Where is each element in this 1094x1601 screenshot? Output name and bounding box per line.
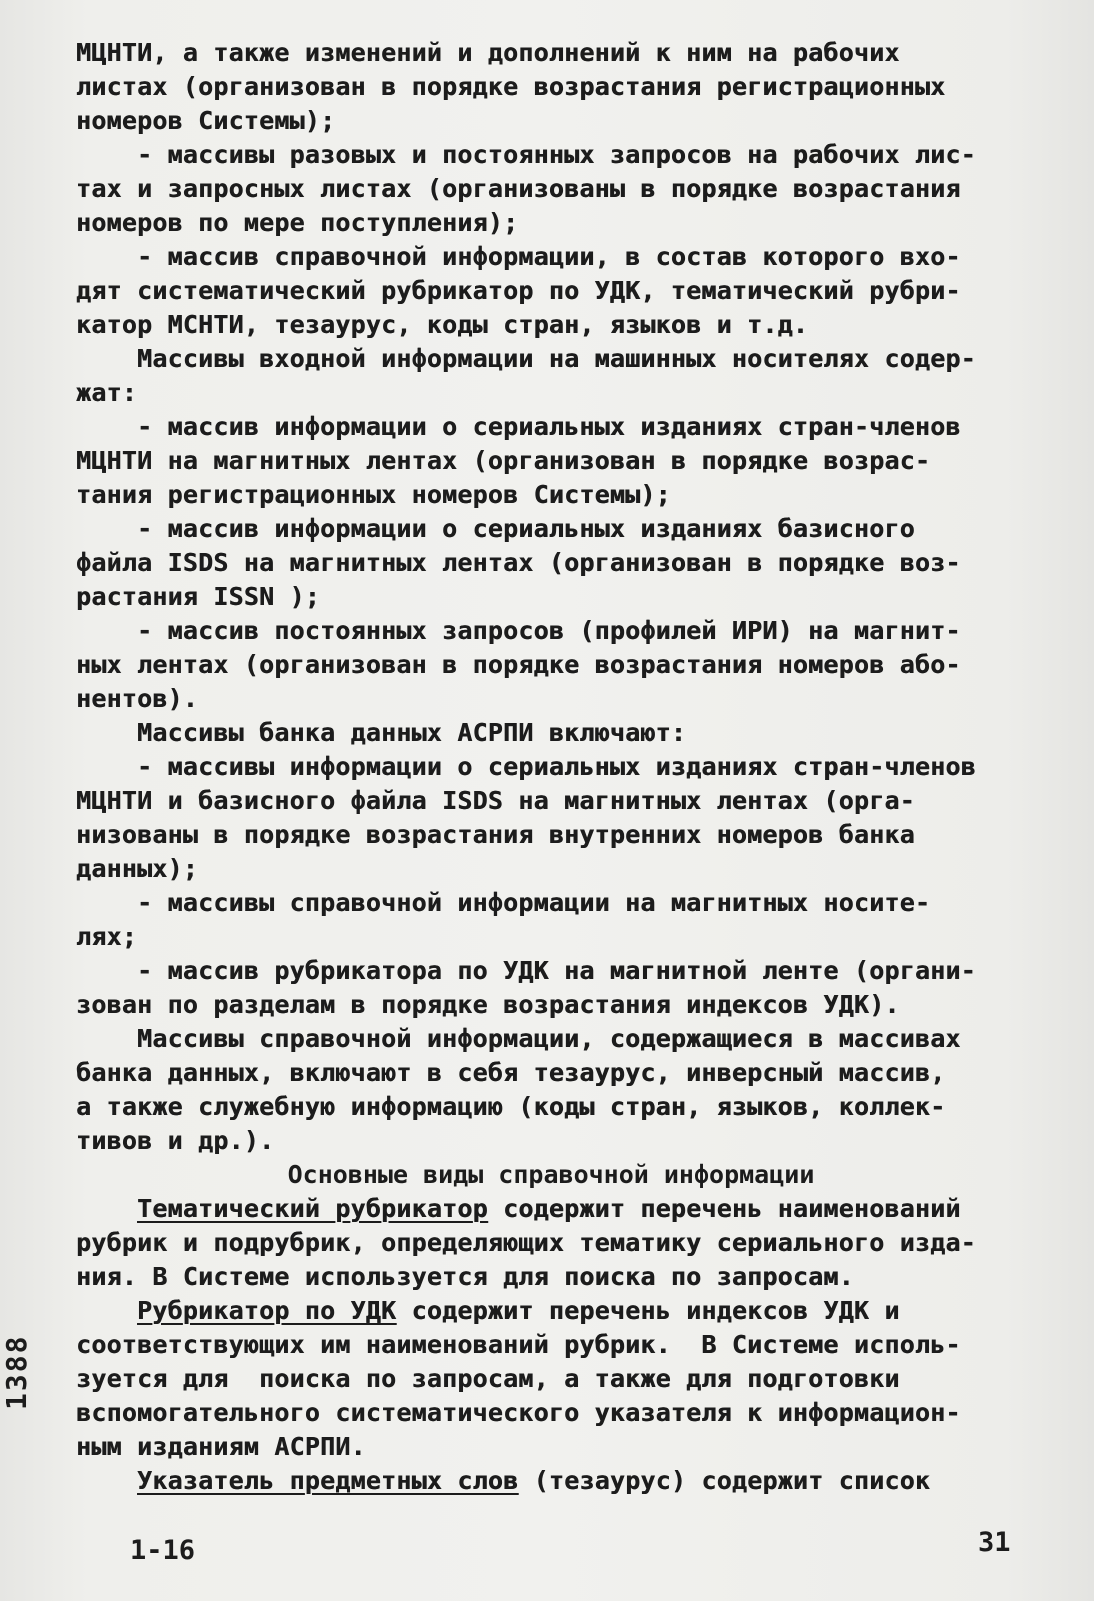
section-line — [76, 1296, 1056, 1326]
section-line — [76, 1330, 1056, 1360]
section-line — [76, 1228, 1056, 1258]
text-line: катор МСНТИ, тезаурус, коды стран, языков и т.д. — [76, 310, 809, 339]
section-line — [76, 1262, 1056, 1292]
text-line: Массивы входной информации на машинных носителях содер- — [76, 344, 976, 373]
text-line: - массивы справочной информации на магнитных носите- — [76, 888, 931, 917]
text-line: - массив информации о сериальных изданиях базисного — [76, 514, 915, 543]
text-line: тах и запросных листах (организованы в порядке возрастания — [76, 174, 961, 203]
line-text: соответствующих им наименований рубрик. В Системе исполь- — [76, 1330, 961, 1359]
line-text: рубрик и подрубрик, определяющих тематику сериального изда- — [76, 1228, 976, 1257]
text-line: МЦНТИ на магнитных лентах (организован в порядке возрас- — [76, 446, 931, 475]
text-line: жат: — [76, 378, 138, 407]
text-line: - массивы разовых и постоянных запросов на рабочих лис- — [76, 140, 976, 169]
text-line: файла ISDS на магнитных лентах (организован в порядке воз- — [76, 548, 961, 577]
section-line — [76, 1364, 1056, 1394]
section-line — [76, 1432, 1056, 1462]
underlined-term: Тематический рубрикатор — [137, 1194, 488, 1223]
text-line: данных); — [76, 854, 199, 883]
text-line: МЦНТИ, а также изменений и дополнений к ним на рабочих — [76, 38, 900, 67]
text-line: - массив справочной информации, в состав которого вхо- — [76, 242, 961, 271]
text-line: нентов). — [76, 684, 199, 713]
section-heading: Основные виды справочной информации — [287, 1160, 815, 1189]
section-line — [76, 1194, 1056, 1224]
line-text: содержит перечень индексов УДК и — [396, 1296, 900, 1325]
line-text: (тезаурус) содержит список — [518, 1466, 931, 1495]
underlined-term: Рубрикатор по УДК — [137, 1296, 397, 1325]
text-line: номеров Системы); — [76, 106, 336, 135]
text-line: тивов и др.). — [76, 1126, 275, 1155]
section-line — [76, 1398, 1056, 1428]
text-line: - массив рубрикатора по УДК на магнитной ленте (органи- — [76, 956, 976, 985]
text-line: - массив постоянных запросов (профилей ИРИ) на магнит- — [76, 616, 961, 645]
text-line: а также служебную информацию (коды стран, языков, коллек- — [76, 1092, 946, 1121]
text-line: номеров по мере поступления); — [76, 208, 519, 237]
text-line: - массив информации о сериальных изданиях стран-членов — [76, 412, 961, 441]
line-text: ния. В Системе используется для поиска по запросам. — [76, 1262, 854, 1291]
text-line: лях; — [76, 922, 138, 951]
text-line: - массивы информации о сериальных изданиях стран-членов — [76, 752, 976, 781]
line-text: вспомогательного систематического указателя к информацион- — [76, 1398, 961, 1427]
page-number: 31 — [978, 1527, 1011, 1558]
section-line — [76, 1466, 1056, 1496]
text-line: ных лентах (организован в порядке возрастания номеров або- — [76, 650, 961, 679]
text-line: Массивы справочной информации, содержащиеся в массивах — [76, 1024, 961, 1053]
text-line: зован по разделам в порядке возрастания индексов УДК). — [76, 990, 900, 1019]
text-line: низованы в порядке возрастания внутренних номеров банка — [76, 820, 915, 849]
line-text: зуется для поиска по запросам, а также для подготовки — [76, 1364, 900, 1393]
text-line: листах (организован в порядке возрастания регистрационных — [76, 72, 946, 101]
underlined-term: Указатель предметных слов — [137, 1466, 519, 1495]
text-line: МЦНТИ и базисного файла ISDS на магнитных лентах (орга- — [76, 786, 915, 815]
side-number: 1388 — [0, 1334, 33, 1410]
text-line: банка данных, включают в себя тезаурус, инверсный массив, — [76, 1058, 946, 1087]
line-text: содержит перечень наименований — [487, 1194, 961, 1223]
line-text: ным изданиям АСРПИ. — [76, 1432, 366, 1461]
footer-code: 1-16 — [130, 1535, 196, 1566]
text-line: Массивы банка данных АСРПИ включают: — [76, 718, 687, 747]
text-line: растания ISSN ); — [76, 582, 321, 611]
text-line: тания регистрационных номеров Системы); — [76, 480, 671, 509]
text-line: дят систематический рубрикатор по УДК, тематический рубри- — [76, 276, 961, 305]
